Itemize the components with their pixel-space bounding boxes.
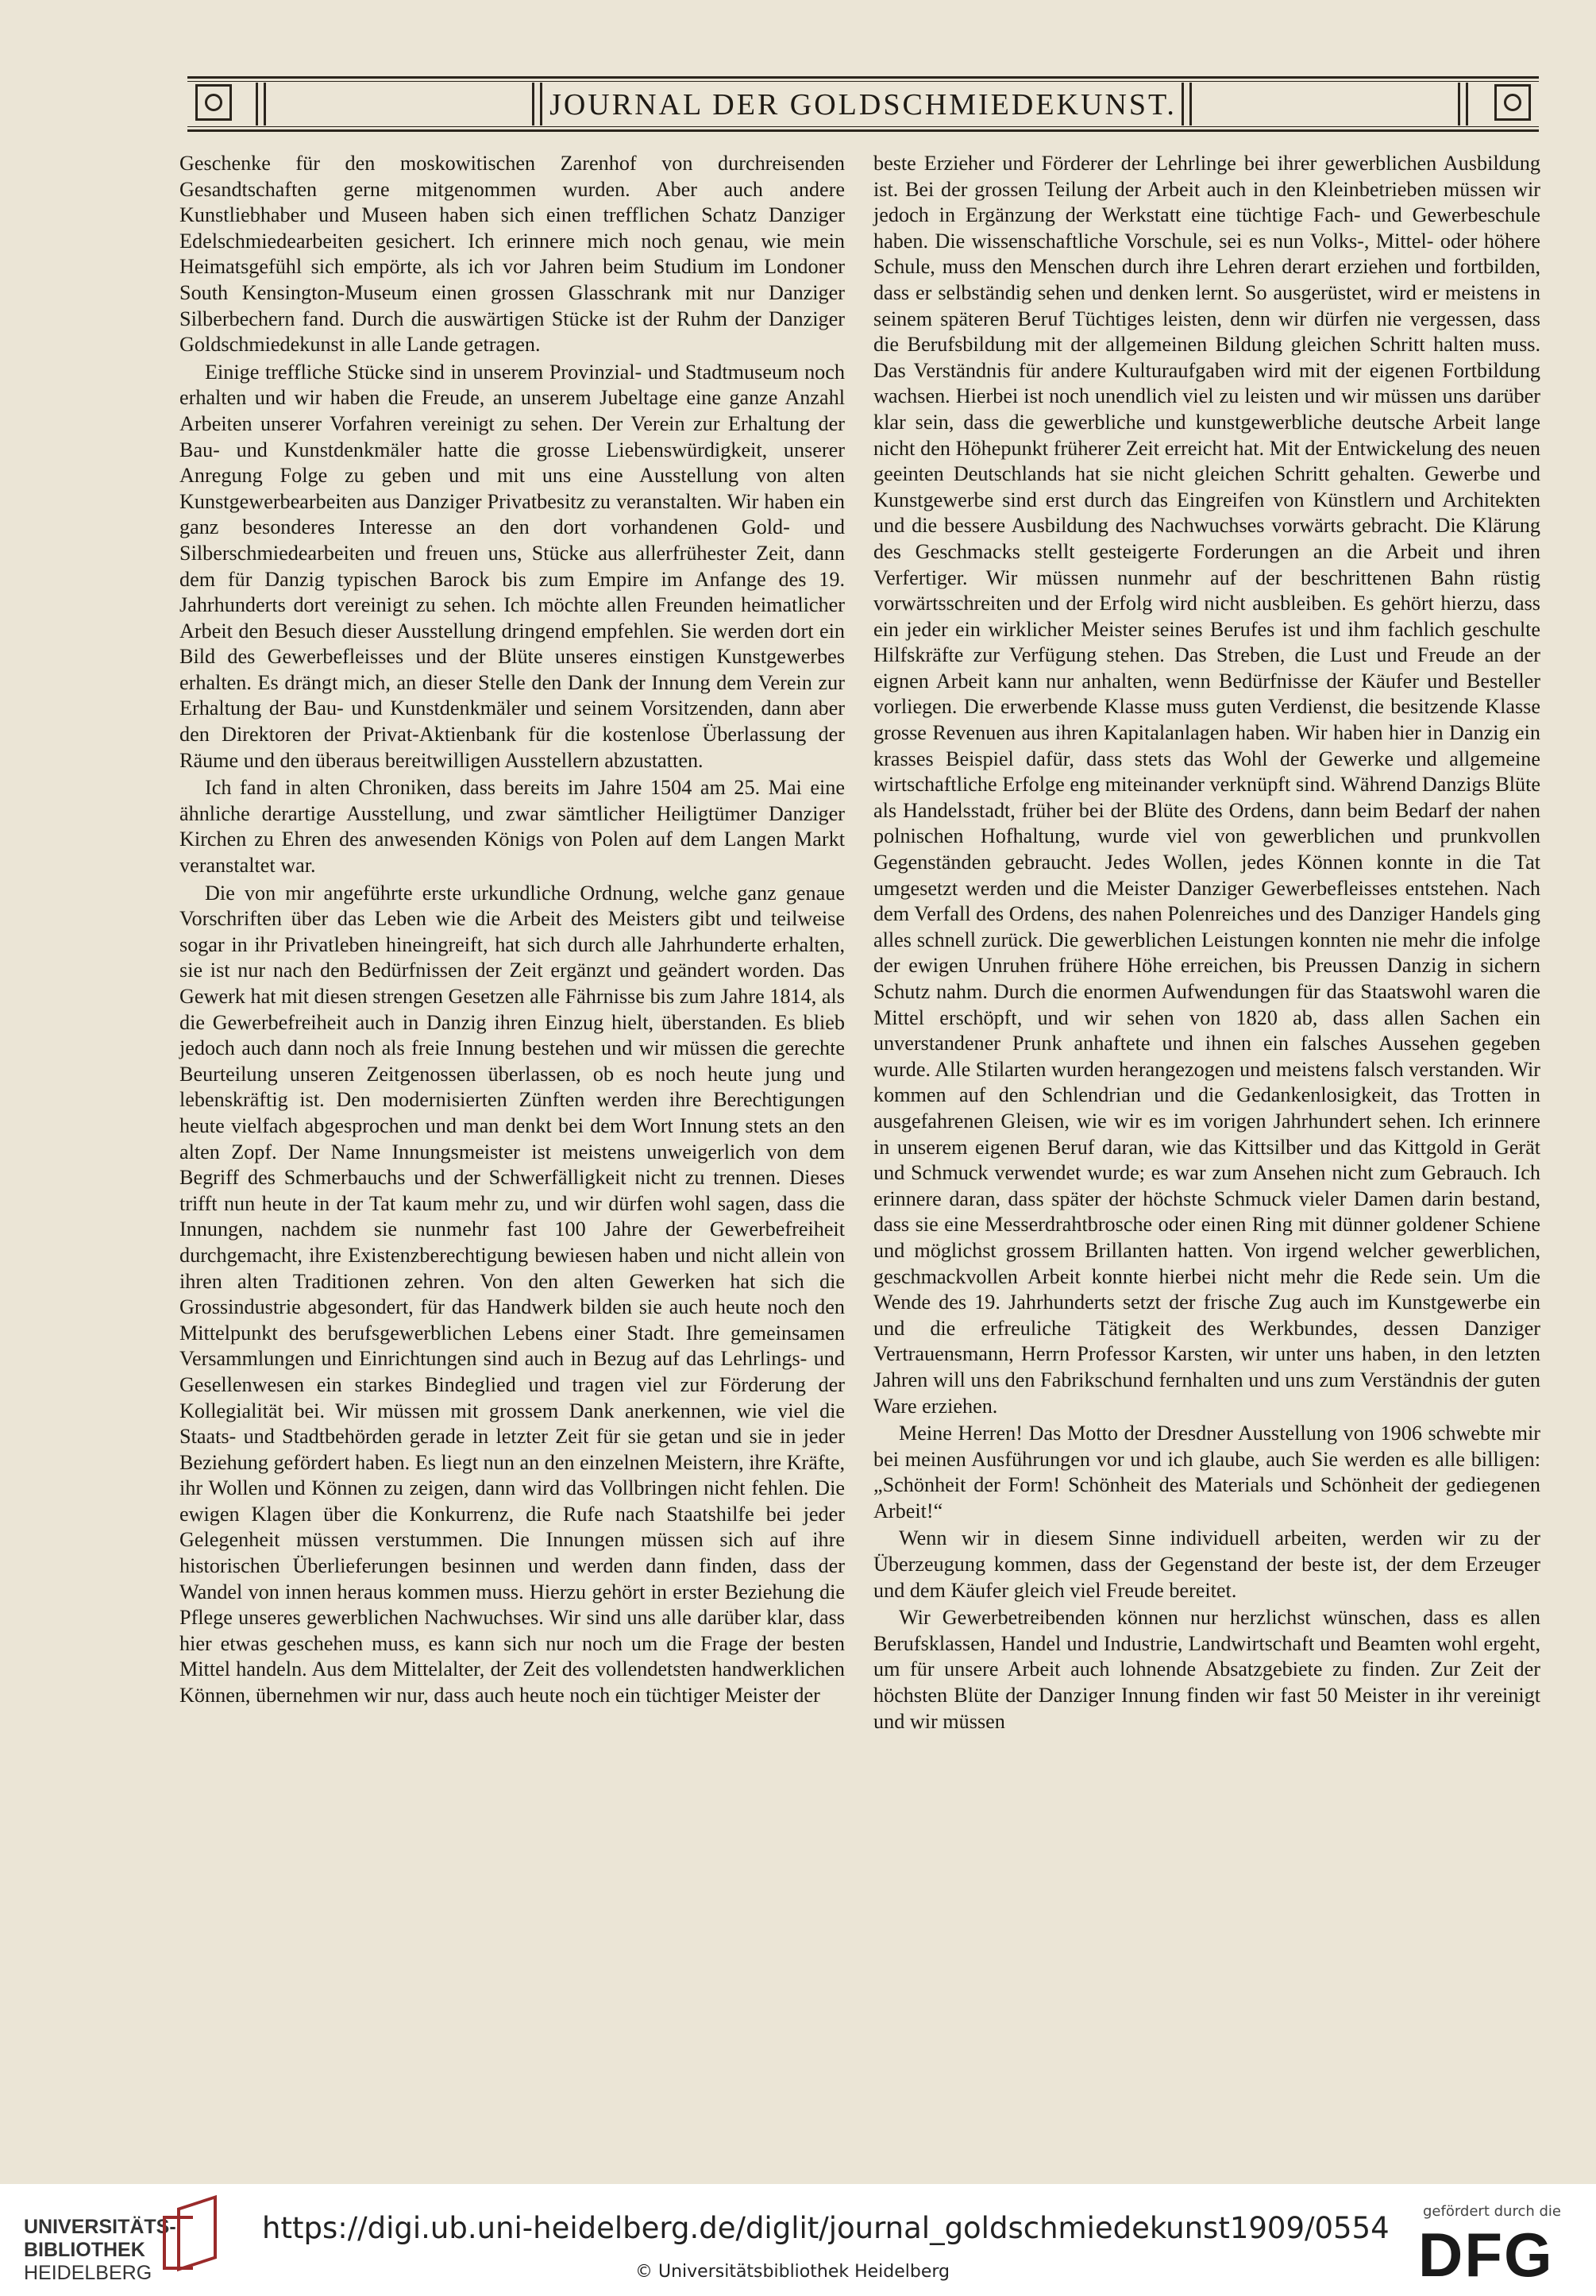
right-text-column: [873, 151, 1540, 1735]
paragraph: beste Erzieher und Förderer der Lehrlinge bei ihrer gewerblichen Ausbildung ist. Bei der grossen Teilung der Arbeit auch in den Kleinbetrieben müssen wir jedoch in Ergänzung der Werkstatt eine tüchtige Fach- und Gewerbeschule haben. Die wissenschaftliche Vorschule, sei es nun Volks-, Mittel- oder höhere Schule, muss den Menschen durch ihre Lehren derart erziehen und fortbilden, dass er selbständig sehen und denken lernt. So ausgerüstet, wird er meistens in seinem späteren Beruf Tüchtiges leisten, denn wir dürfen nie vergessen, dass die Berufsbildung mit der allgemeinen Bildung gleichen Schritt halten muss. Das Verständnis für andere Kulturaufgaben wird mit der eigenen Fortbildung wachsen. Hierbei ist noch unendlich viel zu leisten und wir müssen uns darüber klar sein, dass die gewerbliche und kunstgewerbliche deutsche Arbeit lange nicht den Höhepunkt früherer Zeit erreicht hat. Mit der Entwickelung des neuen geeinten Deutschlands hat sie nicht gleichen Schritt gehalten. Gewerbe und Kunstgewerbe sind erst durch das Eingreifen von Künstlern und Architekten und die bessere Ausbildung des Nachwuchses vorwärts gebracht. Die Klärung des Geschmacks stellt gesteigerte Forderungen an die Arbeit und ihren Verfertiger. Wir müssen nunmehr auf der beschrittenen Bahn rüstig vorwärtsschreiten und der Erfolg wird nicht ausbleiben. Es gehört hierzu, dass ein jeder ein wirklicher Meister seines Berufes ist und ihm fachlich geschulte Hilfskräfte zur Verfügung stehen. Das Streben, die Lust und Freude an der eignen Arbeit kann nur anhalten, wenn Bedürfnisse der Käufer und Besteller vorliegen. Die erwerbende Klasse muss guten Verdienst, die besitzende Klasse grosse Revenuen aus ihren Kapitalanlagen haben. Wir haben hier in Danzig ein krasses Beispiel dafür, dass stets das Wohl der Gewerke und allgemeine wirtschaftliche Erfolge eng miteinander verknüpft sind. Während Danzigs Blüte als Handelsstadt, früher bei der Blüte des Ordens, dann beim Bedarf der nahen polnischen Hofhaltung, wurde viel von gewerblichen und prunkvollen Gegenständen gebraucht. Jedes Wollen, jedes Können konnte in die Tat umgesetzt werden und die Meister Danziger Gewerbefleisses entstehen. Nach dem Verfall des Ordens, des nahen Polenreiches und des Danziger Handels ging alles schnell zurück. Die gewerblichen Leistungen konnten nie mehr die infolge der ewigen Unruhen frühere Höhe erreichen, bis Preussen Danzig in sichern Schutz nahm. Durch die enormen Aufwendungen für das Staatswohl waren die Mittel erschöpft, und wir sehen von 1820 ab, dass allen Sachen ein unverstandener Prunk anhaftete und ihnen ein falsches Aussehen gegeben wurde. Alle Stilarten wurden herangezogen und meistens falsch verstanden. Wir kommen auf den Schlendrian und die Gedankenlosigkeit, das Trotten in ausgefahrenen Gleisen, wie wir es im vorigen Jahrhundert sehen. Ich erinnere in unserem eigenen Beruf daran, wie das Kittsilber und das Kittgold in Gerät und Schmuck verwendet wurde; es war zum Ansehen nicht zum Gebrauch. Ich erinnere daran, dass später der höchste Schmuck vieler Damen darin bestand, dass sie eine Messerdrahtbrosche oder einen Ring mit dünner goldener Schiene und möglichst grossem Brillanten hatten. Von irgend welcher gewerblichen, geschmackvollen Arbeit konnte hierbei nicht mehr die Rede sein. Um die Wende des 19. Jahrhunderts setzt der frische Zug auch im Kunstgewerbe ein und die erfreuliche Tätigkeit des Werkbundes, dessen Danziger Vertrauensmann, Herrn Professor Karsten, wir unter uns haben, in den letzten Jahren will uns den Fabrikschund fernhalten und uns zum Verständnis der guten Ware erziehen.: [873, 152, 1540, 1418]
library-logo-icon: [163, 2201, 218, 2270]
running-header: [187, 76, 1539, 132]
permalink-url[interactable]: https://digi.ub.uni-heidelberg.de/diglit/journal_goldschmiedekunst1909/0554: [262, 2211, 1390, 2245]
library-name-line: UNIVERSITÄTS-: [24, 2216, 176, 2238]
header-ornament-right-icon: [1494, 84, 1531, 121]
funding-note: gefördert durch die: [1423, 2203, 1561, 2220]
paragraph: Wir Gewerbetreibenden können nur herzlichst wünschen, dass es allen Berufsklassen, Handel und Industrie, Landwirtschaft und Beamten wohl ergeht, um für unsere Arbeit auch lohnende Absatzgebiete zu finden. Zur Zeit der höchsten Blüte der Danziger Innung finden wir fast 50 Meister in ihr vereinigt und wir müssen: [873, 1606, 1540, 1733]
dfg-logo: DFG: [1418, 2220, 1554, 2290]
header-rule-bottom: [187, 129, 1539, 132]
library-name-line: HEIDELBERG: [24, 2262, 152, 2284]
header-rule-bottom-thin: [187, 126, 1539, 127]
paragraph: Die von mir angeführte erste urkundliche Ordnung, welche ganz genaue Vorschriften über das Leben wie die Arbeit des Meisters gibt und teilweise sogar in ihr Privatleben hineingreift, hat sich durch alle Jahrhunderte erhalten, sie ist nur nach den Bedürfnissen der Zeit ergänzt und geändert worden. Das Gewerk hat mit diesen strengen Gesetzen alle Fährnisse bis zum Jahre 1814, als die Gewerbefreiheit auch in Danzig ihren Einzug hielt, überstanden. Es blieb jedoch auch dann noch als freie Innung bestehen und wir müssen die gerechte Beurteilung unseren Zeitgenossen überlassen, ob es noch heute jung und lebenskräftig ist. Den modernisierten Zünften werden ihre Berechtigungen heute vielfach abgesprochen und man denkt bei dem Wort Innung stets an den alten Zopf. Der Name Innungsmeister ist meistens unweigerlich von dem Begriff des Schmerbauchs und der Schwerfälligkeit nicht zu trennen. Dieses trifft nun heute in der Tat kaum mehr zu, und wir dürfen wohl sagen, dass die Innungen, nachdem sie nunmehr fast 100 Jahre der Gewerbefreiheit durchgemacht, ihre Existenzberechtigung bewiesen haben und nicht allein von ihren alten Traditionen zehren. Von den alten Gewerken hat sich die Grossindustrie abgesondert, für das Handwerk bilden sie auch heute noch den Mittelpunkt des berufsgewerblichen Lebens einer Stadt. Ihre gemeinsamen Versammlungen und Einrichtungen sind auch in Bezug auf das Lehrlings- und Gesellenwesen ein starkes Bindeglied und tragen viel zur Förderung der Kollegialität bei. Wir müssen mit grossem Dank anerkennen, wie viel die Staats- und Stadtbehörden gerade in letzter Zeit für sie getan und sie in jeder Beziehung gefördert haben. Es liegt nun an den einzelnen Meistern, ihre Kräfte, ihr Wollen und Können zu zeigen, dann wird das Vollbringen nicht fehlen. Die ewigen Klagen über die Konkurrenz, die Rufe nach Staatshilfe bei jeder Gelegenheit müssen verstummen. Die Innungen müssen sich auf ihre historischen Überlieferungen besinnen und werden dann finden, dass der Wandel von innen heraus kommen muss. Hierzu gehört in erster Beziehung die Pflege unseres gewerblichen Nachwuchses. Wir sind uns alle darüber klar, dass hier etwas geschehen muss, es kann sich nur noch um die Frage der besten Mittel handeln. Aus dem Mittelalter, der Zeit des vollendetsten handwerklichen Können, übernehmen wir nur, dass auch heute noch ein tüchtiger Meister der: [179, 881, 845, 1708]
paragraph: Meine Herren! Das Motto der Dresdner Ausstellung von 1906 schwebte mir bei meinen Ausführungen vor und ich glaube, auch Sie werden es alle billigen: „Schönheit der Form! Schönheit des Materials und Schönheit der gediegenen Arbeit!“: [873, 1422, 1540, 1522]
library-footer: [0, 2184, 1596, 2296]
header-bars-ornament-icon: [1455, 83, 1474, 125]
header-rule-top: [187, 76, 1539, 79]
library-name: [24, 2216, 176, 2285]
copyright-notice: © Universitätsbibliothek Heidelberg: [635, 2262, 950, 2282]
library-name-line: BIBLIOTHEK: [24, 2239, 145, 2261]
paragraph: Wenn wir in diesem Sinne individuell arbeiten, werden wir zu der Überzeugung kommen, dass der Gegenstand der beste ist, der dem Erzeuger und dem Käufer gleich viel Freude bereitet.: [873, 1526, 1540, 1602]
header-bars-ornament-icon: [1178, 83, 1197, 125]
left-text-column: [179, 151, 845, 1709]
paragraph: Ich fand in alten Chroniken, dass bereits im Jahre 1504 am 25. Mai eine ähnliche derartige Ausstellung, und zwar sämtlicher Heiligtümer Danziger Kirchen zu Ehren des anwesenden Königs von Polen auf dem Langen Markt veranstaltet war.: [179, 776, 845, 878]
paragraph: Geschenke für den moskowitischen Zarenhof von durchreisenden Gesandtschaften gerne mitgenommen wurden. Aber auch andere Kunstliebhaber und Museen haben sich einen trefflichen Schatz Danziger Edelschmiedearbeiten gesichert. Ich erinnere mich noch genau, wie mein Heimatsgefühl sich empörte, als ich vor Jahren beim Studium im Londoner South Kensington-Museum einen grossen Glasschrank mit nur Danziger Silberbechern fand. Durch die auswärtigen Stücke ist der Ruhm der Danziger Goldschmiedekunst in alle Lande getragen.: [179, 152, 845, 357]
header-rule-top-thin: [187, 81, 1539, 82]
journal-title: JOURNAL DER GOLDSCHMIEDEKUNST.: [549, 88, 1177, 122]
paragraph: Einige treffliche Stücke sind in unserem Provinzial- und Stadtmuseum noch erhalten und wir haben die Freude, an unserem Jubeltage eine ganze Anzahl Arbeiten unserer Vorfahren vereinigt zu sehen. Der Verein zur Erhaltung der Bau- und Kunstdenkmäler hatte die grosse Liebenswürdigkeit, unserer Anregung Folge zu geben und mit uns eine Ausstellung von alten Kunstgewerbearbeiten aus Danziger Privatbesitz zu veranstalten. Wir haben ein ganz besonderes Interesse an den dort vorhandenen Gold- und Silberschmiedearbeiten und freuen uns, Stücke aus allerfrühester Zeit, dann dem für Danzig typischen Barock bis zum Empire im Anfange des 19. Jahrhunderts dort vereinigt zu sehen. Ich möchte allen Freunden heimatlicher Arbeit den Besuch dieser Ausstellung dringend empfehlen. Sie werden dort ein Bild des Gewerbefleisses und der Blüte unseres einstigen Kunstgewerbes erhalten. Es drängt mich, an dieser Stelle den Dank der Innung dem Verein zur Erhaltung der Bau- und Kunstdenkmäler und seinem Vorsitzenden, dann aber den Direktoren der Privat-Aktienbank für die kostenlose Überlassung der Räume und den überaus bereitwilligen Ausstellern abzustatten.: [179, 360, 845, 772]
